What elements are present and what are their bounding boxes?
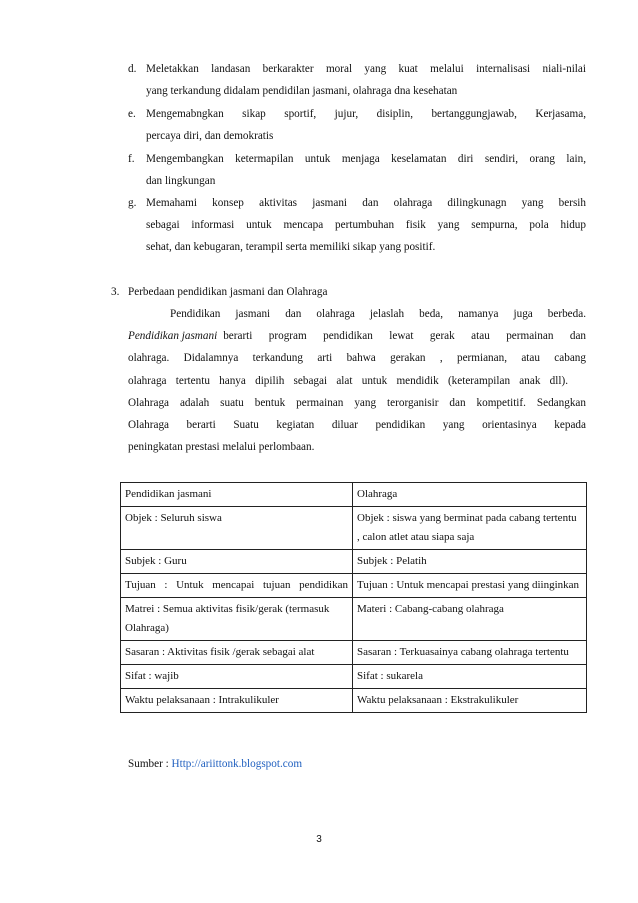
paragraph-line-3: olahraga. Didalamnya terkandung arti bahwa gerakan , permianan, atau cabang	[128, 352, 586, 364]
comparison-table	[120, 482, 587, 713]
list-item-f-line2: dan lingkungan	[146, 175, 216, 187]
section-heading: Perbedaan pendidikan jasmani dan Olahraga	[128, 286, 328, 298]
table-cell: Objek : Seluruh siswa	[121, 507, 353, 550]
table-header-row	[121, 483, 587, 507]
paragraph-line-7: peningkatan prestasi melalui perlombaan.	[128, 441, 315, 453]
table-row	[121, 598, 587, 641]
table-cell: Tujuan : Untuk mencapai tujuan pendidikan	[121, 574, 353, 598]
list-item-g-line1: Memahami konsep aktivitas jasmani dan olahraga dilingkunagn yang bersih	[146, 197, 586, 209]
table-cell: Tujuan : Untuk mencapai prestasi yang diinginkan	[353, 574, 587, 598]
source-line	[128, 757, 302, 771]
table-cell: Sifat : sukarela	[353, 665, 587, 689]
table-cell: Sifat : wajib	[121, 665, 353, 689]
table-row	[121, 507, 587, 550]
page-number: 3	[316, 834, 322, 845]
list-item-e-line1: Mengemabngkan sikap sportif, jujur, disiplin, bertanggungjawab, Kerjasama,	[146, 108, 586, 120]
list-marker-e: e.	[128, 108, 136, 120]
list-item-d-line2: yang terkandung didalam pendidilan jasmani, olahraga dna kesehatan	[146, 85, 458, 97]
paragraph-line-5: Olahraga adalah suatu bentuk permainan yang terorganisir dan kompetitif. Sedangkan	[128, 397, 586, 409]
paragraph-line-2-rest: berarti program pendidikan lewat gerak atau permainan dan	[223, 330, 586, 342]
list-marker-f: f.	[128, 153, 135, 165]
section-number: 3.	[111, 286, 120, 298]
source-label: Sumber :	[128, 758, 172, 770]
table-cell: Subjek : Pelatih	[353, 550, 587, 574]
list-item-g-line3: sehat, dan kebugaran, terampil serta memiliki sikap yang positif.	[146, 241, 436, 253]
list-marker-d: d.	[128, 63, 137, 75]
source-link[interactable]: Http://ariittonk.blogspot.com	[171, 758, 303, 770]
table-cell: Waktu pelaksanaan : Intrakulikuler	[121, 689, 353, 713]
table-row	[121, 665, 587, 689]
paragraph-line-6: Olahraga berarti Suatu kegiatan diluar pendidikan yang orientasinya kepada	[128, 419, 586, 431]
table-cell: Materi : Cabang-cabang olahraga	[353, 598, 587, 641]
list-item-g-line2: sebagai informasi untuk mencapa pertumbuhan fisik yang sempurna, pola hidup	[146, 219, 586, 231]
table-cell: Matrei : Semua aktivitas fisik/gerak (termasuk Olahraga)	[121, 598, 353, 641]
list-item-e-line2: percaya diri, dan demokratis	[146, 130, 274, 142]
paragraph-italic-term: Pendidikan jasmani	[128, 330, 218, 342]
table-header-cell: Pendidikan jasmani	[121, 483, 353, 507]
table-row	[121, 550, 587, 574]
paragraph-line-1: Pendidikan jasmani dan olahraga jelaslah beda, namanya juga berbeda.	[170, 308, 586, 320]
table-row	[121, 641, 587, 665]
list-marker-g: g.	[128, 197, 137, 209]
paragraph-line-2	[128, 329, 586, 343]
table-cell: Objek : siswa yang berminat pada cabang tertentu , calon atlet atau siapa saja	[353, 507, 587, 550]
paragraph-line-4: olahraga tertentu hanya dipilih sebagai alat untuk mendidik (keterampilan anak dll).	[128, 375, 568, 387]
list-item-d-line1: Meletakkan landasan berkarakter moral yang kuat melalui internalisasi niali-nilai	[146, 63, 586, 75]
table-cell: Sasaran : Terkuasainya cabang olahraga tertentu	[353, 641, 587, 665]
table-header-cell: Olahraga	[353, 483, 587, 507]
list-item-f-line1: Mengembangkan ketermapilan untuk menjaga keselamatan diri sendiri, orang lain,	[146, 153, 586, 165]
table-cell: Sasaran : Aktivitas fisik /gerak sebagai alat	[121, 641, 353, 665]
table-row	[121, 574, 587, 598]
table-cell: Subjek : Guru	[121, 550, 353, 574]
table-row	[121, 689, 587, 713]
table-cell: Waktu pelaksanaan : Ekstrakulikuler	[353, 689, 587, 713]
